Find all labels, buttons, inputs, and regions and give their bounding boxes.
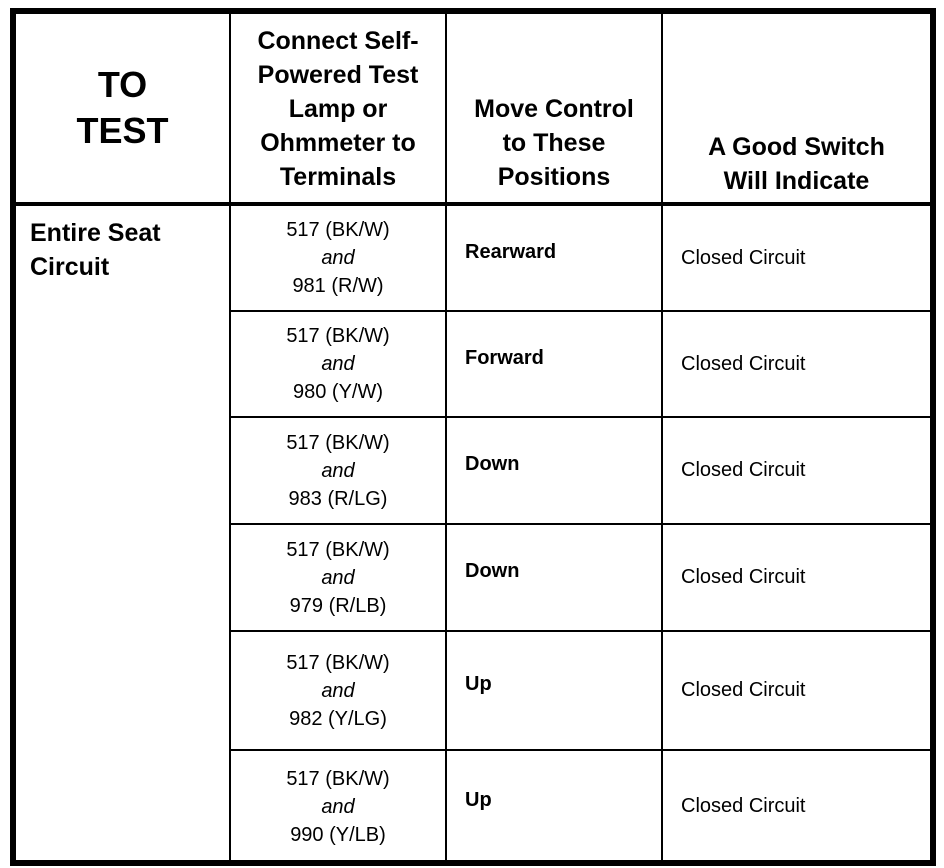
header-good-line-2: Will Indicate [723,167,870,195]
terminals-cell [230,311,446,417]
header-move-line-3: Positions [497,163,611,191]
terminals-cell [230,631,446,750]
result-cell [662,204,930,311]
result-label: Closed Circuit [681,352,806,375]
result-cell [662,524,930,631]
terminal-and: and [321,247,355,269]
result-cell [662,750,930,862]
header-move-line-2: to These [502,129,606,157]
result-label: Closed Circuit [681,246,806,269]
terminals-cell [230,204,446,311]
header-connect-line-4: Ohmmeter to [260,129,416,157]
header-row [16,14,930,204]
position-label: Down [465,560,520,582]
result-cell [662,417,930,524]
circuit-cell [16,204,230,862]
table-row [16,204,930,311]
terminals-cell [230,750,446,862]
header-move-control [446,14,662,204]
position-label: Down [465,453,520,475]
header-connect-line-2: Powered Test [257,61,419,89]
switch-test-table-frame [10,8,936,866]
switch-test-table [16,14,930,863]
position-label: Forward [465,346,544,369]
header-move-line-1: Move Control [474,95,634,123]
terminal-a: 517 (BK/W) [286,219,390,241]
terminal-and: and [321,566,355,589]
header-connect-line-1: Connect Self- [257,27,419,55]
terminal-b: 990 (Y/LB) [290,823,386,846]
terminal-b: 983 (R/LG) [288,487,388,510]
result-label: Closed Circuit [681,566,806,588]
position-cell [446,524,662,631]
terminal-a: 517 (BK/W) [286,767,390,790]
circuit-line-2: Circuit [30,253,110,281]
header-connect-line-5: Terminals [279,163,397,191]
position-label: Up [465,789,492,811]
terminal-and: and [321,459,355,482]
terminal-and: and [321,353,355,375]
header-to-test [16,14,230,204]
result-label: Closed Circuit [681,459,806,481]
header-good-switch [662,14,930,204]
result-cell [662,631,930,750]
terminal-a: 517 (BK/W) [286,431,390,454]
header-good-line-1: A Good Switch [708,133,885,161]
terminal-a: 517 (BK/W) [286,538,390,561]
position-cell [446,750,662,862]
position-cell [446,417,662,524]
header-to-test-line-1: TO [97,64,148,105]
terminals-cell [230,524,446,631]
terminal-b: 982 (Y/LG) [289,707,387,730]
position-label: Rearward [465,240,557,263]
result-cell [662,311,930,417]
position-cell [446,204,662,311]
result-label: Closed Circuit [681,679,806,701]
header-connect-terminals [230,14,446,204]
result-label: Closed Circuit [681,795,806,817]
terminal-b: 979 (R/LB) [289,594,387,617]
circuit-line-1: Entire Seat [30,219,161,247]
terminal-b: 981 (R/W) [292,275,384,297]
terminals-cell [230,417,446,524]
terminal-a: 517 (BK/W) [286,651,390,674]
header-connect-line-3: Lamp or [288,95,388,123]
position-cell [446,631,662,750]
position-cell [446,311,662,417]
terminal-b: 980 (Y/W) [292,381,384,403]
terminal-a: 517 (BK/W) [286,325,390,347]
position-label: Up [465,673,492,695]
header-to-test-line-2: TEST [76,110,169,151]
terminal-and: and [321,795,355,818]
terminal-and: and [321,679,355,702]
